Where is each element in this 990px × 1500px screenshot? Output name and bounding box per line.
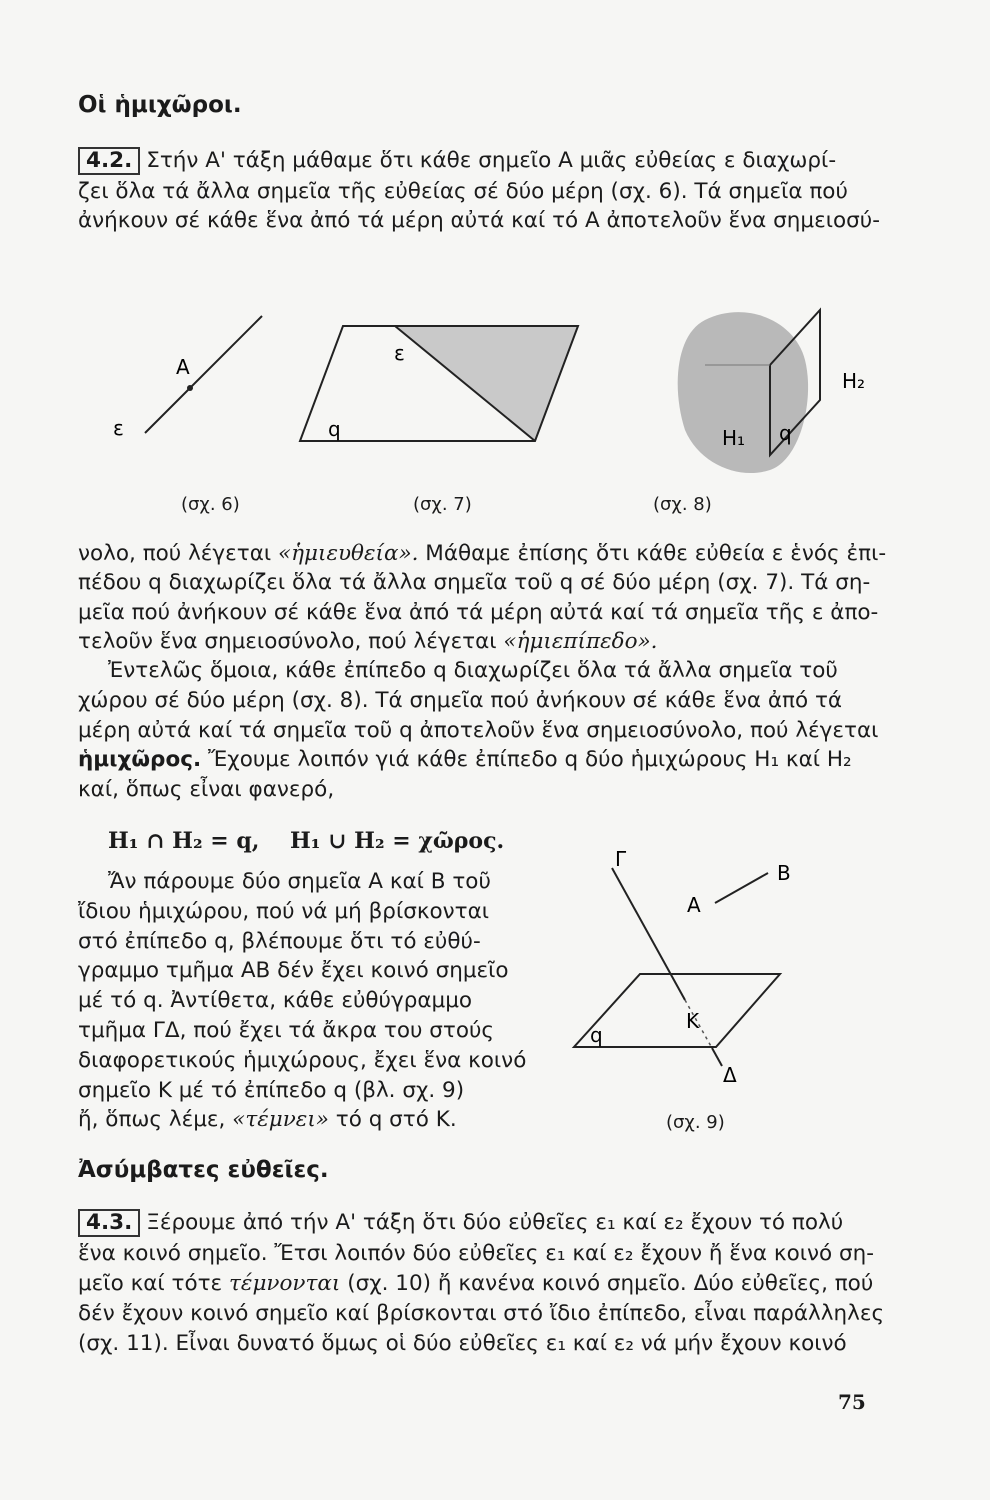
paragraph-line: πέδου q διαχωρίζει ὅλα τά ἄλλα σημεῖα τοῦ q σέ δύο μέρη (σχ. 7). Τά ση- [78, 570, 871, 595]
figure-9 [540, 850, 800, 1090]
paragraph-line: μεῖο καί τότε τέμνονται (σχ. 10) ἤ κανένα κοινό σημεῖο. Δύο εὐθεῖες, πού [78, 1271, 874, 1296]
paragraph-line: Ἄν πάρουμε δύο σημεῖα Α καί Β τοῦ [108, 869, 491, 894]
label-a: A [687, 893, 701, 917]
term-half-space: ἡμιχῶρος. [78, 747, 202, 772]
paragraph-line: σημεῖο Κ μέ τό ἐπίπεδο q (βλ. σχ. 9) [78, 1078, 465, 1103]
page-number: 75 [838, 1390, 866, 1414]
figure-6 [113, 316, 262, 440]
paragraph-line: τμῆμα ΓΔ, πού ἔχει τά ἄκρα του στούς [78, 1018, 495, 1043]
label-q: q [779, 421, 792, 445]
paragraph-line: ἤ, ὅπως λέμε, «τέμνει» τό q στό Κ. [78, 1107, 457, 1132]
term-intersect: τέμνονται [229, 1271, 341, 1296]
label-h1: H₁ [722, 426, 746, 450]
section-heading-halfspaces: Οἱ ἡμιχῶροι. [78, 92, 242, 118]
paragraph-line: 4.2. Στήν Α' τάξη μάθαμε ὅτι κάθε σημεῖο Α μιᾶς εὐθείας ε διαχωρί- [78, 147, 836, 175]
caption-fig8: (σχ. 8) [653, 494, 712, 515]
segment-gamma-delta-upper [612, 868, 685, 1000]
paragraph-line: Ἐντελῶς ὅμοια, κάθε ἐπίπεδο q διαχωρίζει ὅλα τά ἄλλα σημεῖα τοῦ [108, 658, 838, 683]
paragraph-line: τελοῦν ἕνα σημειοσύνολο, πού λέγεται «ἡμιεπίπεδο». [78, 629, 658, 654]
paragraph-line: μέρη αὐτά καί τά σημεῖα τοῦ q ἀποτελοῦν ἕνα σημειοσύνολο, πού λέγεται [78, 718, 879, 743]
paragraph-line: διαφορετικούς ἡμιχώρους, ἔχει ἕνα κοινό [78, 1048, 527, 1073]
figures-6-7-8 [0, 290, 990, 520]
paragraph-line: νολο, πού λέγεται «ἡμιευθεία». Μάθαμε ἐπίσης ὅτι κάθε εὐθεία ε ἑνός ἐπι- [78, 541, 887, 566]
paragraph-line: ἴδιου ἡμιχώρου, πού νά μή βρίσκονται [78, 899, 490, 924]
figure-8 [678, 310, 865, 473]
label-q: q [590, 1023, 603, 1047]
paragraph-line: μέ τό q. Ἀντίθετα, κάθε εὐθύγραμμο [78, 988, 473, 1013]
formula-union: H₁ ∪ H₂ = χῶρος. [290, 828, 505, 854]
paragraph-line: δέν ἔχουν κοινό σημεῖο καί βρίσκονται στό ἴδιο ἐπίπεδο, εἶναι παράλληλες [78, 1301, 885, 1326]
label-gamma: Γ [615, 850, 627, 871]
figure-7 [300, 326, 578, 441]
term-half-line: «ἡμιευθεία». [278, 541, 419, 566]
paragraph-line: 4.3. Ξέρουμε ἀπό τήν Α' τάξη ὅτι δύο εὐθεῖες ε₁ καί ε₂ ἔχουν τό πολύ [78, 1209, 843, 1237]
label-q: q [328, 417, 341, 441]
segment-gamma-delta-lower [712, 1048, 722, 1066]
paragraph-line: ἡμιχῶρος. Ἔχουμε λοιπόν γιά κάθε ἐπίπεδο q δύο ἡμιχώρους H₁ καί H₂ [78, 747, 852, 772]
shaded-half-plane [395, 326, 578, 441]
label-h2: H₂ [842, 369, 866, 393]
point-a [187, 385, 193, 391]
caption-fig6: (σχ. 6) [181, 494, 240, 515]
section-number: 4.2. [78, 147, 140, 175]
paragraph-line: ἀνήκουν σέ κάθε ἕνα ἀπό τά μέρη αὐτά καί τό Α ἀποτελοῦν ἕνα σημειοσύ- [78, 208, 880, 233]
paragraph-line: στό ἐπίπεδο q, βλέπουμε ὅτι τό εὐθύ- [78, 929, 481, 954]
label-epsilon: ε [394, 341, 405, 365]
term-half-plane: «ἡμιεπίπεδο». [503, 629, 658, 654]
label-delta: Δ [723, 1063, 737, 1087]
caption-fig7: (σχ. 7) [413, 494, 472, 515]
term-intersects: «τέμνει» [232, 1107, 329, 1132]
label-epsilon: ε [113, 416, 124, 440]
section-heading-skew-lines: Ἀσύμβατες εὐθεῖες. [78, 1157, 329, 1183]
paragraph-line: μεῖα πού ἀνήκουν σέ κάθε ἕνα ἀπό τά μέρη αὐτά καί τά σημεῖα τῆς ε ἀπο- [78, 600, 879, 625]
paragraph-line: (σχ. 11). Εἶναι δυνατό ὅμως οἱ δύο εὐθεῖες ε₁ καί ε₂ νά μήν ἔχουν κοινό [78, 1331, 847, 1356]
section-number: 4.3. [78, 1209, 140, 1237]
paragraph-line: καί, ὅπως εἶναι φανερό, [78, 777, 335, 802]
segment-ab [715, 873, 768, 903]
caption-fig9: (σχ. 9) [666, 1112, 725, 1133]
label-k: K [686, 1009, 700, 1033]
label-a: A [176, 355, 190, 379]
paragraph-line: ἕνα κοινό σημεῖο. Ἔτσι λοιπόν δύο εὐθεῖες ε₁ καί ε₂ ἔχουν ἤ ἕνα κοινό ση- [78, 1241, 875, 1266]
label-b: B [777, 861, 791, 885]
paragraph-line: ζει ὅλα τά ἄλλα σημεῖα τῆς εὐθείας σέ δύο μέρη (σχ. 6). Τά σημεῖα πού [78, 179, 848, 204]
line-epsilon [145, 316, 262, 433]
formula-intersection: H₁ ∩ H₂ = q, [108, 828, 260, 854]
paragraph-line: γραμμο τμῆμα ΑΒ δέν ἔχει κοινό σημεῖο [78, 958, 509, 983]
paragraph-line: χώρου σέ δύο μέρη (σχ. 8). Τά σημεῖα πού ἀνήκουν σέ κάθε ἕνα ἀπό τά [78, 688, 843, 713]
